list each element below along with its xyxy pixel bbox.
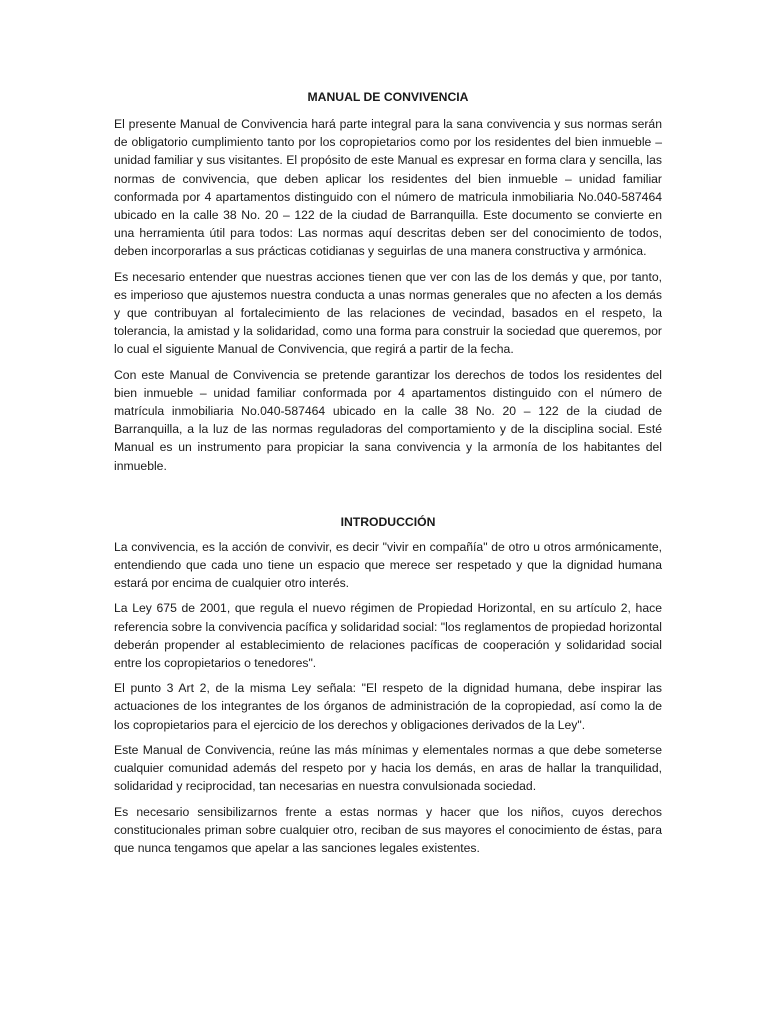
paragraph: Con este Manual de Convivencia se pretende garantizar los derechos de todos los residentes del bien inmueble – unidad familiar conformada por 4 apartamentos distinguido con el número de matrícula inmobiliaria No.040-587464 ubicado en la calle 38 No. 20 – 122 de la ciudad de Barranquilla, a la luz de las normas reguladoras del comportamiento y de la disciplina social. Esté Manual es un instrumento para propiciar la sana convivencia y la armonía de los habitantes del inmueble. (114, 367, 662, 473)
paragraph: Es necesario entender que nuestras acciones tienen que ver con las de los demás y que, por tanto, es imperioso que ajustemos nuestra conducta a unas normas generales que no afecten a los demás y que contribuyan al fortalecimiento de las relaciones de vecindad, basados en el respeto, la tolerancia, la amistad y la solidaridad, como una forma para construir la sociedad que queremos, por lo cual el siguiente Manual de Convivencia, que regirá a partir de la fecha. (114, 269, 662, 357)
section-spacer (114, 482, 662, 513)
paragraph: Es necesario sensibilizarnos frente a estas normas y hacer que los niños, cuyos derechos constitucionales priman sobre cualquier otro, reciban de sus mayores el conocimiento de éstas, para que nunca tengamos que apelar a las sanciones legales existentes. (114, 804, 662, 855)
paragraph: El presente Manual de Convivencia hará parte integral para la sana convivencia y sus normas serán de obligatorio cumplimiento tanto por los copropietarios como por los residentes del bien inmueble – unidad familiar y sus visitantes. El propósito de este Manual es expresar en forma clara y sencilla, las normas de convivencia, que deben aplicar los residentes del bien inmueble – unidad familiar conformada por 4 apartamentos distinguido con el número de matricula inmobiliaria No.040-587464 ubicado en la calle 38 No. 20 – 122 de la ciudad de Barranquilla. Este documento se convierte en una herramienta útil para todos: Las normas aquí descritas deben ser del conocimiento de todos, deben incorporarlas a sus prácticas cotidianas y seguirlas de una manera constructiva y armónica. (114, 117, 662, 259)
paragraph: La Ley 675 de 2001, que regula el nuevo régimen de Propiedad Horizontal, en su artículo 2, hace referencia sobre la convivencia pacífica y solidaridad social: "los reglamentos de propiedad horizontal deberán propender al establecimiento de relaciones pacíficas de cooperación y solidaridad social entre los copropietarios o tenedores". (114, 601, 662, 671)
document-page (114, 88, 662, 864)
paragraph: Este Manual de Convivencia, reúne las más mínimas y elementales normas a que debe someterse cualquier comunidad además del respeto por y hacia los demás, en aras de hallar la tranquilidad, solidaridad y reciprocidad, tan necesarias en nuestra convulsionada sociedad. (114, 742, 662, 794)
paragraph: El punto 3 Art 2, de la misma Ley señala: "El respeto de la dignidad humana, debe inspirar las actuaciones de los integrantes de los órganos de administración de la copropiedad, así como la de los copropietarios para el ejercicio de los derechos y obligaciones derivados de la Ley". (114, 681, 662, 732)
paragraph: La convivencia, es la acción de convivir, es decir "vivir en compañía" de otro u otros armónicamente, entendiendo que cada uno tiene un espacio que merece ser respetado y que la dignidad humana estará por encima de cualquier otro interés. (114, 539, 662, 591)
document-title: MANUAL DE CONVIVENCIA (307, 90, 469, 104)
section-title: INTRODUCCIÓN (340, 514, 436, 529)
